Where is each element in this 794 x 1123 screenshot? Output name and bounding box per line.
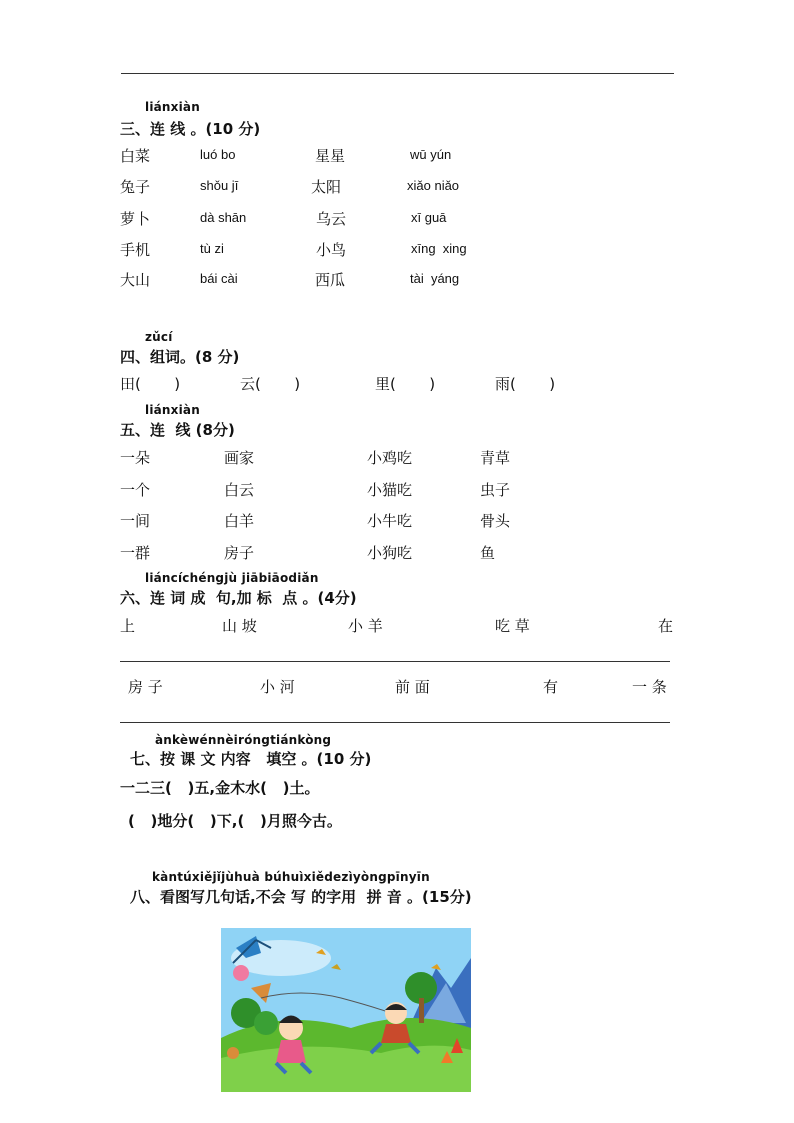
sec3-word: 乌云 [316,210,347,228]
sec5-word: 虫子 [480,481,511,499]
sec7-pinyin: ànkèwénnèiróngtiánkòng [155,733,332,747]
sec5-word: 小牛吃 [367,512,413,530]
sec3-title: 三、连 线 。(10 分) [120,120,261,138]
sec5-word: 一间 [120,512,151,530]
sec4-item: 田( ) [120,375,181,393]
sec4-item: 云( ) [240,375,301,393]
sec6-word: 前 面 [395,678,430,696]
sec3-pinyin-item: xī guā [411,210,447,225]
sec3-pinyin-item: xiǎo niǎo [407,178,460,193]
sec3-word: 太阳 [311,178,342,196]
sec5-word: 一朵 [120,449,151,467]
sec6-word: 吃 草 [495,617,530,635]
sec7-line: ( )地分( )下,( )月照今古。 [128,812,342,830]
sec5-word: 房子 [224,544,255,562]
sec5-word: 小鸡吃 [367,449,413,467]
top-divider [121,73,674,74]
kite-scene-illustration [221,928,471,1092]
answer-line [120,661,670,662]
sec6-word: 山 坡 [222,617,257,635]
sec5-word: 青草 [480,449,511,467]
sec5-word: 小猫吃 [367,481,413,499]
sec3-word: 小鸟 [316,241,347,259]
sec6-word: 小 羊 [348,617,383,635]
sec3-pinyin-item: xīng xing [411,241,467,256]
sec3-word: 手机 [120,241,151,259]
sec6-word: 在 [658,617,674,635]
sec3-word: 星星 [315,147,346,165]
sec3-word: 兔子 [120,178,151,196]
sec3-word: 西瓜 [315,271,346,289]
sec4-pinyin: zǔcí [145,330,173,344]
sec5-word: 白云 [224,481,255,499]
sec3-pinyin-item: tù zi [200,241,224,256]
sec4-item: 雨( ) [495,375,556,393]
sec6-word: 小 河 [260,678,295,696]
sec3-pinyin-item: bái cài [200,271,238,286]
sec5-word: 白羊 [224,512,255,530]
sec6-word: 上 [120,617,136,635]
sec6-pinyin: liáncíchéngjù jiābiāodiǎn [145,571,319,585]
sec3-pinyin: liánxiàn [145,100,200,114]
kite-picture [221,928,471,1092]
sec6-word: 一 条 [632,678,667,696]
sec3-pinyin-item: tài yáng [410,271,460,286]
sec5-word: 小狗吃 [367,544,413,562]
sec5-word: 一个 [120,481,151,499]
sec6-word: 有 [543,678,559,696]
sec7-line: 一二三( )五,金木水( )土。 [120,779,320,797]
sec3-pinyin-item: luó bo [200,147,236,162]
sec3-word: 萝卜 [120,210,151,228]
sec3-pinyin-item: shǒu jī [200,178,239,193]
sec3-pinyin-item: dà shān [200,210,247,225]
sec3-word: 白菜 [120,147,151,165]
sec4-item: 里( ) [375,375,436,393]
sec3-word: 大山 [120,271,151,289]
sec6-word: 房 子 [128,678,163,696]
sec6-title: 六、连 词 成 句,加 标 点 。(4分) [120,589,357,607]
sec7-title: 七、按 课 文 内容 填空 。(10 分) [130,750,372,768]
sec3-pinyin-item: wū yún [410,147,452,162]
sec5-word: 鱼 [480,544,496,562]
sec5-pinyin: liánxiàn [145,403,200,417]
sec8-title: 八、看图写几句话,不会 写 的字用 拼 音 。(15分) [130,888,472,906]
sec5-word: 一群 [120,544,151,562]
sec8-pinyin: kàntúxiějǐjùhuà búhuìxiědezìyòngpīnyīn [152,870,430,884]
answer-line [120,722,670,723]
sec5-title: 五、连 线 (8分) [120,421,235,439]
sec5-word: 骨头 [480,512,511,530]
sec4-title: 四、组词。(8 分) [120,348,240,366]
sec5-word: 画家 [224,449,255,467]
